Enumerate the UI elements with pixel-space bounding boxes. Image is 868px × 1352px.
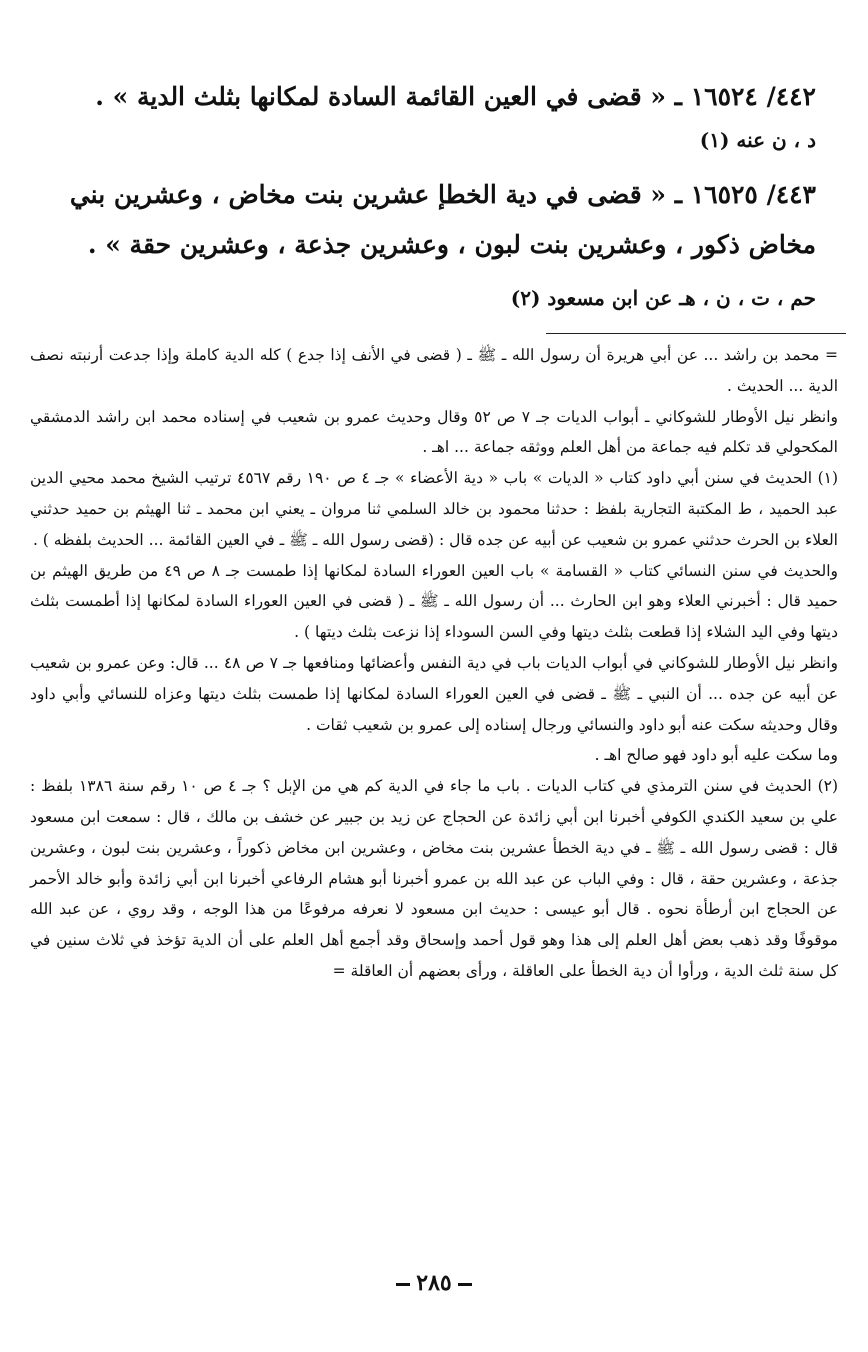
- footnote-continuation: = محمد بن راشد ... عن أبي هريرة أن رسول الله ـ ﷺ ـ ( قضى في الأنف إذا جدع ) كله الدية كاملة وإذا جدعت أرنبته نصف الدية ... الحديث .: [30, 346, 838, 395]
- page-number-value: ٢٨٥: [416, 1270, 452, 1296]
- footnote-1: (١) الحديث في سنن أبي داود كتاب « الديات » باب « دية الأعضاء » جـ ٤ ص ١٩٠ رقم ٤٥٦٧ ترتيب الشيخ محمد محيي الدين عبد الحميد ، ط المكتبة التجارية بلفظ : حدثنا محمود بن خالد السلمي ثنا مروان ـ يعني ابن محمد ـ ثنا الهيثم بن حميد حدثني العلاء بن الحرث حدثني عمرو بن شعيب عن أبيه عن جده قال : (قضى رسول الله ـ ﷺ ـ في العين القائمة ... الحديث بلفظه ) .: [30, 469, 839, 549]
- page-number-dash-right: [396, 1283, 410, 1286]
- footnote-2: (٢) الحديث في سنن الترمذي في كتاب الديات . باب ما جاء في الدية كم هي من الإبل ؟ جـ ٤ ص ١٠ رقم سنة ١٣٨٦ بلفظ : علي بن سعيد الكندي الكوفي أخبرنا ابن أبي زائدة عن الحجاج عن زيد بن جبير عن خشف بن مالك ، قال : سمعت ابن مسعود قال : قضى رسول الله ـ ﷺ ـ في دية الخطأ عشرين بنت مخاض ، وعشرين ابن مخاض ذكوراً ، وعشرين بنت لبون ، وعشرين جذعة ، وعشرين حقة ، قال : وفي الباب عن عبد الله بن عمرو أخبرنا أبو هشام الرفاعي أخبرنا ابن أبي زائدة وأبو خالد الأحمر عن الحجاج ابن أرطأة نحوه . قال أبو عيسى : حديث ابن مسعود لا نعرفه مرفوعًا من هذا الوجه ، وقد روي ، عن عبد الله موقوفًا وقد ذهب بعض أهل العلم إلى هذا وهو قول أحمد وإسحاق وقد أجمع أهل العلم على أن الدية تؤخذ في ثلاث سنين في كل سنة ثلث الدية ، ورأوا أن دية الخطأ على العاقلة ، ورأى بعضهم أن العاقلة =: [30, 777, 839, 980]
- footnote-separator: [546, 333, 846, 334]
- footnote-1-nayl-awtar: وانظر نيل الأوطار للشوكاني في أبواب الديات باب في دية النفس وأعضائها ومنافعها جـ ٧ ص ٤٨ ... قال: وعن عمرو بن شعيب عن أبيه عن جده ... أن النبي ـ ﷺ ـ قضى في العين العوراء السادة لمكانها إذا طمست بثلث ديتها وعزاه للنسائي وأبي داود وقال وحديثه سكت عنه أبو داود والنسائي ورجال إسناده إلى عمرو بن شعيب ثقات .: [30, 653, 839, 734]
- hadith-442-reference: د ، ن عنه (١): [699, 128, 816, 152]
- footnotes: [30, 340, 838, 987]
- hadith-442: ٤٤٢/ ١٦٥٢٤ ـ « قضى في العين القائمة السادة لمكانها بثلث الدية » .: [95, 82, 816, 111]
- page-number-dash-left: [458, 1283, 472, 1286]
- footnote-nayl-awtar-1: وانظر نيل الأوطار للشوكاني ـ أبواب الديات جـ ٧ ص ٥٢ وقال وحديث عمرو بن شعيب في إسناده محمد ابن راشد الدمشقي المكحولي قد تكلم فيه جماعة من أهل العلم ووثقه جماعة ... اهـ .: [30, 407, 839, 457]
- hadith-443-reference: حم ، ت ، ن ، هـ عن ابن مسعود (٢): [510, 286, 816, 310]
- footnote-1-closing: وما سكت عليه أبو داود فهو صالح اهـ .: [594, 746, 838, 765]
- footnote-1-nasai: والحديث في سنن النسائي كتاب « القسامة » باب العين العوراء السادة لمكانها إذا طمست جـ ٨ ص ٤٩ من طريق الهيثم بن حميد قال : أخبرني العلاء وهو ابن الحارث ... أن رسول الله ـ ﷺ ـ ( قضى في العين العوراء السادة لمكانها إذا أطمست بثلث ديتها وفي اليد الشلاء إذا قطعت بثلث ديتها وفي السن السوداء إذا نزعت بثلث ديتها ) .: [30, 561, 838, 642]
- page-number: [22, 1270, 846, 1296]
- page: [22, 0, 846, 1352]
- hadith-443: ٤٤٣/ ١٦٥٢٥ ـ « قضى في دية الخطإ عشرين بنت مخاض ، وعشرين بني مخاض ذكور ، وعشرين بنت لبون ، وعشرين جذعة ، وعشرين حقة » .: [69, 180, 816, 259]
